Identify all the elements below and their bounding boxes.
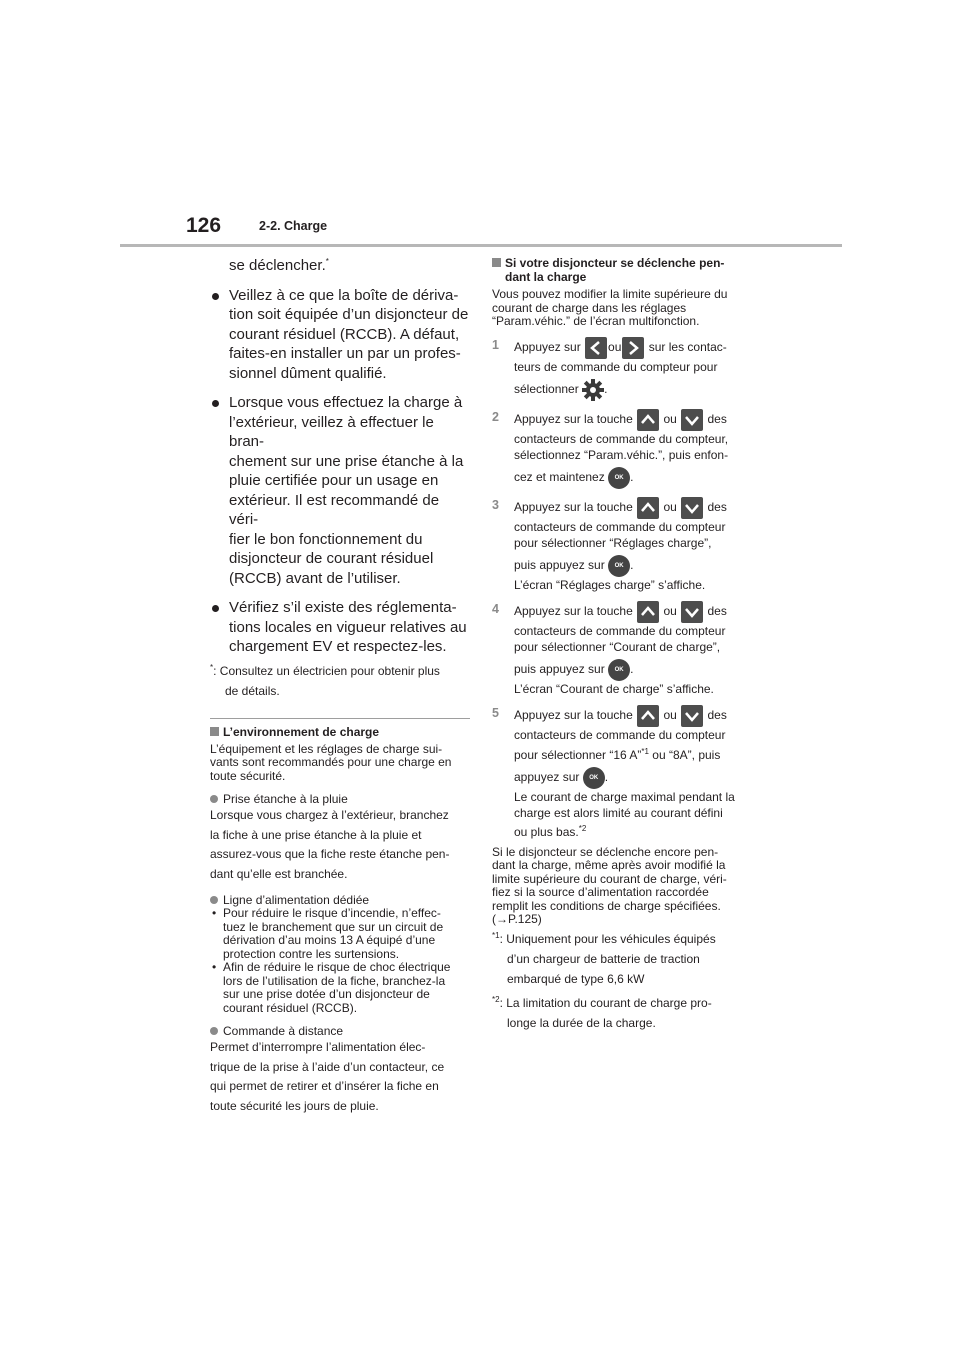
footnote-line: : Consultez un électricien pour obtenir plus: [213, 663, 440, 678]
env-heading: [210, 725, 470, 739]
text-line: remplit les conditions de charge spécifiées.: [492, 898, 721, 913]
step-text: appuyez sur: [514, 769, 580, 784]
footnote-line: longe la durée de la charge.: [507, 1015, 656, 1030]
text-line: limite supérieure du courant de charge, véri-: [492, 871, 727, 886]
page-number: 126: [186, 214, 222, 237]
step-4: [492, 601, 754, 697]
square-bullet-icon: [210, 727, 219, 736]
chevron-right-icon: [622, 337, 644, 359]
continued-text: [210, 256, 470, 276]
text-line: tuez le branchement que sur un circuit de: [223, 919, 444, 934]
item-text: [210, 806, 470, 884]
heading-text: L’environnement de charge: [223, 724, 380, 739]
circle-bullet-icon: [210, 896, 218, 904]
bullet-line: disjoncteur de courant résiduel: [229, 550, 434, 567]
item-title-text: Ligne d’alimentation dédiée: [223, 893, 370, 907]
step-text: teurs de commande du compteur pour: [514, 359, 718, 374]
breaker-heading: [492, 256, 754, 284]
step-text: .: [604, 769, 609, 784]
bullet-line: courant résiduel (RCCB). A défaut,: [229, 325, 460, 343]
text-line: courant de charge dans les réglages: [492, 300, 687, 315]
step-text: ou: [663, 499, 677, 514]
bullet-line: l’extérieur, veillez à effectuer le bran-: [229, 413, 434, 450]
footnote-mark: *: [210, 662, 214, 672]
text-line: assurez-vous que la fiche reste étanche pen-: [210, 847, 450, 861]
step-text: Appuyez sur la touche: [514, 499, 633, 514]
step-text: pour sélectionner “Réglages charge”,: [514, 535, 712, 550]
item-title: [210, 1024, 470, 1038]
step-text: contacteurs de commande du compteur,: [514, 431, 729, 446]
breaker-intro: [492, 288, 754, 329]
bullet-item: [210, 598, 470, 657]
step-text: ou: [608, 339, 622, 354]
left-column: [210, 256, 470, 1116]
step-text: des: [707, 499, 727, 514]
step-text: ou: [663, 411, 677, 426]
right-column: [492, 256, 754, 1033]
bullet-line: tions locales en vigueur relatives au: [229, 618, 467, 636]
text-line: dant la charge, même après avoir modifié la: [492, 858, 726, 872]
item-title-text: Prise étanche à la pluie: [223, 792, 348, 806]
footnote-line: embarqué de type 6,6 kW: [507, 971, 645, 986]
heading-line: Si votre disjoncteur se déclenche pen-: [505, 256, 725, 270]
chevron-left-icon: [585, 337, 607, 359]
bullet-dot-icon: [212, 293, 219, 300]
footnote-line: : La limitation du courant de charge pro-: [499, 995, 712, 1010]
dash-item: [210, 961, 470, 1015]
step-number: 1: [492, 337, 499, 352]
chevron-down-icon: [681, 497, 703, 519]
step-text: .: [604, 381, 608, 396]
step-text: Appuyez sur la touche: [514, 603, 633, 618]
ok-button-icon: OK: [608, 659, 630, 681]
step-text: cez et maintenez: [514, 469, 605, 484]
text-line: toute sécurité.: [210, 768, 286, 783]
text-line: qui permet de retirer et d’insérer la fiche en: [210, 1079, 439, 1093]
bullet-line: Vérifiez s’il existe des réglementa-: [229, 599, 457, 616]
ok-button-icon: OK: [608, 467, 630, 489]
step-number: 4: [492, 601, 499, 616]
bullet-line: Lorsque vous effectuez la charge à: [229, 394, 463, 411]
continued-line: se déclencher.: [229, 257, 326, 274]
step-text: Appuyez sur la touche: [514, 707, 633, 722]
footnote-2: [492, 993, 754, 1033]
step-3: [492, 497, 754, 593]
text-line: courant résiduel (RCCB).: [223, 1000, 358, 1015]
text-line: trique de la prise à l’aide d’un contacteur, ce: [210, 1059, 445, 1074]
bullet-item: [210, 393, 470, 588]
footnote-marker: *: [325, 257, 329, 266]
text-line: Vous pouvez modifier la limite supérieure du: [492, 287, 728, 301]
footnote-marker: *2: [578, 823, 587, 833]
step-text: puis appuyez sur: [514, 661, 605, 676]
step-text: contacteurs de commande du compteur: [514, 623, 726, 638]
step-text: sélectionner: [514, 381, 579, 396]
text-line: la fiche à une prise étanche à la pluie et: [210, 827, 422, 842]
step-5: [492, 705, 754, 840]
footnote-mark: *2: [492, 994, 500, 1004]
bullet-dot-icon: [212, 400, 219, 407]
bullet-line: chargement EV et respectez-les.: [229, 638, 447, 655]
step-text: .: [630, 557, 634, 572]
text-line: protection contre les surtensions.: [223, 946, 400, 961]
step-text: .: [630, 469, 634, 484]
text-line: dant qu’elle est branchée.: [210, 866, 348, 881]
header-divider: [120, 244, 842, 247]
ok-button-icon: OK: [608, 555, 630, 577]
footnote-marker: *1: [641, 746, 649, 756]
footnote-line: : Uniquement pour les véhicules équipés: [499, 931, 716, 946]
text-line: Lorsque vous chargez à l’extérieur, branchez: [210, 808, 449, 822]
bullet-line: chement sur une prise étanche à la: [229, 452, 464, 470]
text-line: fiez si la source d’alimentation raccordée: [492, 885, 709, 899]
env-intro: [210, 743, 470, 784]
bullet-item: [210, 286, 470, 384]
chevron-down-icon: [681, 409, 703, 431]
dash-marker: •: [212, 960, 217, 974]
gear-icon: [582, 379, 604, 401]
step-number: 5: [492, 705, 499, 720]
step-text: L’écran “Courant de charge” s’affiche.: [514, 681, 714, 696]
text-line: Pour réduire le risque d’incendie, n’effec-: [223, 906, 441, 920]
chevron-up-icon: [637, 497, 659, 519]
bullet-line: pluie certifiée pour un usage en: [229, 472, 439, 489]
bullet-line: (RCCB) avant de l’utiliser.: [229, 569, 401, 587]
bullet-dot-icon: [212, 605, 219, 612]
step-text: Appuyez sur la touche: [514, 411, 633, 426]
footnote-1: [492, 929, 754, 989]
chevron-down-icon: [681, 601, 703, 623]
chevron-up-icon: [637, 601, 659, 623]
step-text: des: [707, 411, 727, 426]
bullet-line: Veillez à ce que la boîte de dériva-: [229, 286, 459, 304]
step-text: contacteurs de commande du compteur: [514, 519, 726, 534]
step-text: ou “8A”, puis: [648, 747, 721, 762]
text-line: Permet d’interrompre l’alimentation élec-: [210, 1040, 426, 1054]
footnote: [210, 661, 470, 701]
page-reference: (→P.125): [492, 912, 542, 926]
bullet-line: fier le bon fonctionnement du: [229, 530, 423, 548]
chevron-up-icon: [637, 705, 659, 727]
text-line: “Param.véhic.” de l’écran multifonction.: [492, 314, 700, 328]
circle-bullet-icon: [210, 1027, 218, 1035]
text-line: Si le disjoncteur se déclenche encore pen-: [492, 844, 719, 859]
step-text: .: [630, 661, 634, 676]
step-text: contacteurs de commande du compteur: [514, 727, 726, 742]
step-number: 3: [492, 497, 499, 512]
item-title: [210, 893, 470, 907]
chevron-down-icon: [681, 705, 703, 727]
text-line: Afin de réduire le risque de choc électrique: [223, 960, 451, 974]
step-text: puis appuyez sur: [514, 557, 605, 572]
item-title: [210, 792, 470, 806]
step-text: pour sélectionner “16 A”: [514, 747, 642, 762]
dash-item: [210, 907, 470, 961]
footnote-line: d’un chargeur de batterie de traction: [507, 951, 700, 966]
item-title-text: Commande à distance: [223, 1024, 344, 1038]
step-text: Le courant de charge maximal pendant la: [514, 789, 735, 804]
step-text: sélectionnez “Param.véhic.”, puis enfon-: [514, 447, 729, 462]
step-text: ou: [663, 707, 677, 722]
bullet-line: tion soit équipée d’un disjoncteur de: [229, 306, 469, 323]
step-text: ou: [663, 603, 677, 618]
step-text: pour sélectionner “Courant de charge”,: [514, 639, 721, 654]
step-text: ou plus bas.: [514, 824, 579, 839]
square-bullet-icon: [492, 258, 501, 267]
step-text: sur les contac-: [648, 339, 727, 354]
section-title: 2-2. Charge: [259, 219, 328, 233]
section-divider: [210, 718, 470, 719]
heading-line: dant la charge: [505, 270, 587, 284]
text-line: dérivation d’au moins 13 A équipé d’une: [223, 933, 436, 947]
ok-button-icon: OK: [583, 767, 605, 789]
bullet-line: faites-en installer un par un profes-: [229, 345, 461, 362]
footnote-line: de détails.: [225, 683, 280, 698]
closing-text: [492, 846, 754, 927]
step-2: [492, 409, 754, 489]
circle-bullet-icon: [210, 795, 218, 803]
text-line: L’équipement et les réglages de charge sui-: [210, 741, 443, 756]
text-line: sur une prise dotée d’un disjoncteur de: [223, 987, 430, 1001]
step-text: charge est alors limité au courant défini: [514, 805, 723, 820]
text-line: lors de l’utilisation de la fiche, branchez-la: [223, 973, 446, 988]
bullet-line: sionnel dûment qualifié.: [229, 364, 387, 382]
step-text: Appuyez sur: [514, 339, 581, 354]
bullet-line: extérieur. Il est recommandé de véri-: [229, 491, 440, 528]
dash-marker: •: [212, 906, 217, 920]
step-text: L’écran “Réglages charge” s’affiche.: [514, 577, 706, 592]
step-1: [492, 337, 754, 401]
step-text: des: [707, 707, 727, 722]
step-text: des: [707, 603, 727, 618]
text-line: toute sécurité les jours de pluie.: [210, 1098, 379, 1113]
chevron-up-icon: [637, 409, 659, 431]
step-number: 2: [492, 409, 499, 424]
text-line: vants sont recommandés pour une charge en: [210, 755, 452, 769]
footnote-mark: *1: [492, 930, 500, 940]
item-text: [210, 1038, 470, 1116]
